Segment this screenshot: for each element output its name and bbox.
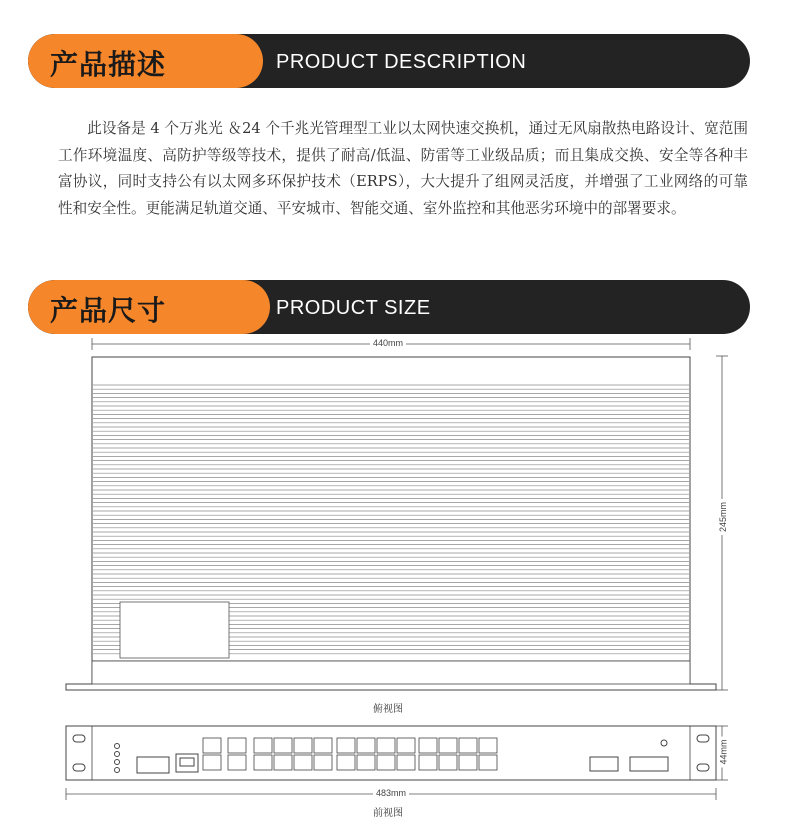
product-description-text: 此设备是 4 个万兆光 ＆24 个千兆光管理型工业以太网快速交换机，通过无风扇散热电路设计、宽范围工作环境温度、高防护等级等技术，提供了耐高/低温、防雷等工业级品质；而且集成交换、安全等各种丰富协议，同时支持公有以太网多环保护技术（ERPS），大大提升了组网灵活度，并增强了工业网络的可靠性和安全性。更能满足轨道交通、平安城市、智能交通、室外监控和其他恶劣环境中的部署要求。 xyxy=(58,120,748,217)
front-height-label: 44mm xyxy=(719,736,729,767)
top-view-caption: 俯视图 xyxy=(373,704,403,715)
section-title-cn: 产品描述 xyxy=(50,48,167,81)
front-width-label: 483mm xyxy=(373,788,409,798)
label-plate xyxy=(120,602,229,658)
section-title-cn: 产品尺寸 xyxy=(50,294,167,327)
top-view xyxy=(66,357,716,690)
front-view xyxy=(66,726,716,780)
front-view-caption: 前视图 xyxy=(373,808,403,819)
top-width-label: 440mm xyxy=(370,338,406,348)
section-title-en: PRODUCT SIZE xyxy=(276,297,431,319)
top-depth-label: 245mm xyxy=(718,499,728,535)
section-title-en: PRODUCT DESCRIPTION xyxy=(276,51,527,73)
